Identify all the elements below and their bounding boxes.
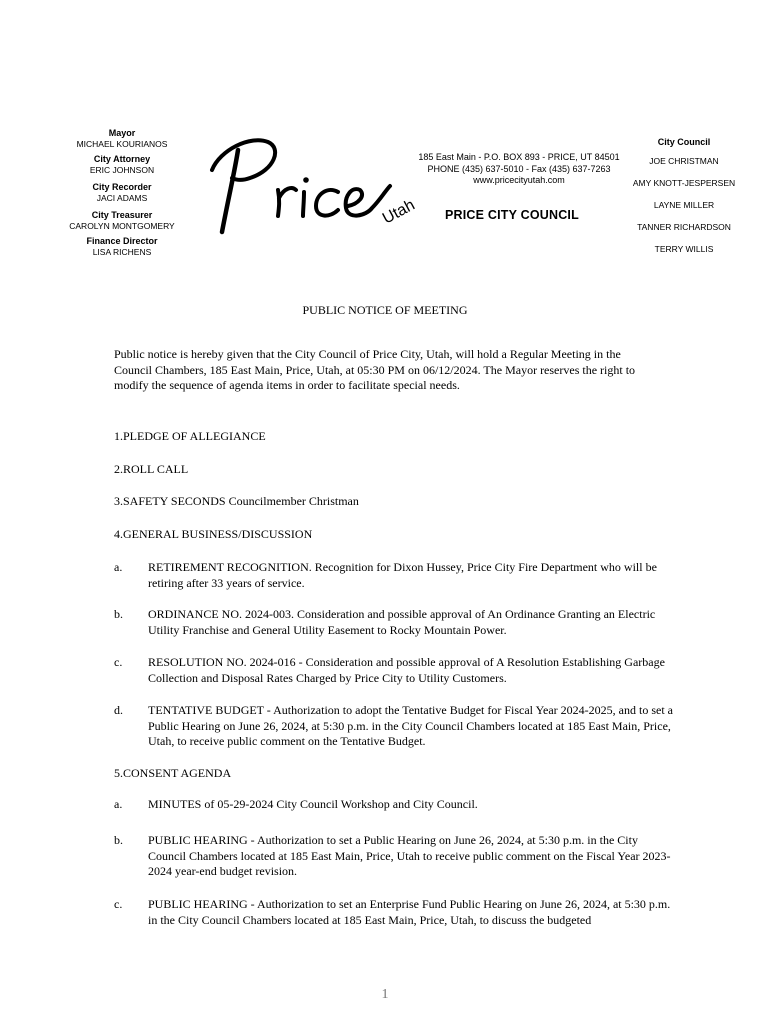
official-role: City Treasurer xyxy=(91,210,153,220)
agenda-heading: 5.CONSENT AGENDA xyxy=(114,766,232,780)
agenda-item xyxy=(114,560,674,591)
price-utah-logo xyxy=(200,130,440,240)
item-letter: a. xyxy=(114,797,123,811)
council-label: City Council xyxy=(657,137,711,147)
council-member: TANNER RICHARDSON xyxy=(637,222,731,232)
item-text: PUBLIC HEARING - Authorization to set a Public Hearing on June 26, 2024, at 5:30 p.m. in the City Council Chambers located at 185 East Main, Price, Utah to receive public comment on the Fiscal Year 2023-2024 year-end budget revision. xyxy=(148,833,671,878)
official-name: CAROLYN MONTGOMERY xyxy=(69,221,175,231)
item-letter: d. xyxy=(114,703,123,717)
official-role: City Attorney xyxy=(93,154,151,164)
official-name: MICHAEL KOURIANOS xyxy=(76,139,168,149)
item-text: ORDINANCE NO. 2024-003. Consideration and possible approval of An Ordinance Granting an Electric Utility Franchise and General Utility Easement to Rocky Mountain Power. xyxy=(148,607,656,637)
item-letter: c. xyxy=(114,655,123,669)
agenda-heading: 4.GENERAL BUSINESS/DISCUSSION xyxy=(114,527,313,541)
official-role: Finance Director xyxy=(86,236,158,246)
agenda-item xyxy=(114,655,674,686)
logo-sub: Utah xyxy=(379,196,418,228)
website-line: www.pricecityutah.com xyxy=(473,175,565,185)
council-member: TERRY WILLIS xyxy=(654,244,714,254)
notice-title: PUBLIC NOTICE OF MEETING xyxy=(302,303,468,317)
item-text: TENTATIVE BUDGET - Authorization to adopt the Tentative Budget for Fiscal Year 2024-2025, and to set a Public Hearing on June 26, 2024, at 5:30 p.m. in the City Council Chambers located at 185 East Main, Price, Utah, to receive public comment on the Tentative Budget. xyxy=(148,703,673,748)
item-letter: c. xyxy=(114,897,123,911)
agenda-heading: 1.PLEDGE OF ALLEGIANCE xyxy=(114,429,266,443)
address-block xyxy=(414,152,624,187)
item-letter: b. xyxy=(114,607,123,621)
intro-paragraph: Public notice is hereby given that the City Council of Price City, Utah, will hold a Regular Meeting in the Council Chambers, 185 East Main, Price, Utah, at 05:30 PM on 06/12/2024. The Mayor reserves the right to modify the sequence of agenda items in order to facilitate special needs. xyxy=(114,347,636,392)
address-line: 185 East Main - P.O. BOX 893 - PRICE, UT 84501 xyxy=(418,152,620,162)
agenda-heading: 2.ROLL CALL xyxy=(114,462,189,476)
agenda-item xyxy=(114,607,674,638)
item-letter: a. xyxy=(114,560,123,574)
item-text: PUBLIC HEARING - Authorization to set an Enterprise Fund Public Hearing on June 26, 2024, at 5:30 p.m. in the City Council Chambers located at 185 East Main, Price, Utah, to discuss the budgeted xyxy=(148,897,671,927)
council-list xyxy=(625,137,743,266)
officials-list xyxy=(60,128,184,264)
item-text: RETIREMENT RECOGNITION. Recognition for Dixon Hussey, Price City Fire Department who will be retiring after 33 years of service. xyxy=(148,560,657,590)
item-letter: b. xyxy=(114,833,123,847)
council-member: JOE CHRISTMAN xyxy=(649,156,719,166)
agenda-item xyxy=(114,897,674,928)
official-role: Mayor xyxy=(108,128,136,138)
official-name: LISA RICHENS xyxy=(92,247,152,257)
item-text: MINUTES of 05-29-2024 City Council Workshop and City Council. xyxy=(148,797,478,811)
phone-line: PHONE (435) 637-5010 - Fax (435) 637-7263 xyxy=(427,163,611,174)
council-member: LAYNE MILLER xyxy=(653,200,715,210)
official-name: ERIC JOHNSON xyxy=(89,165,155,175)
official-role: City Recorder xyxy=(92,182,152,192)
official-name: JACI ADAMS xyxy=(96,193,148,203)
agenda-heading: 3.SAFETY SECONDS Councilmember Christman xyxy=(114,494,359,508)
agenda-item xyxy=(114,833,674,880)
agenda-item xyxy=(114,703,674,750)
council-title: PRICE CITY COUNCIL xyxy=(445,208,579,222)
page-number: 1 xyxy=(381,987,389,1002)
council-member: AMY KNOTT-JESPERSEN xyxy=(632,178,736,188)
item-text: RESOLUTION NO. 2024-016 - Consideration and possible approval of A Resolution Establishing Garbage Collection and Disposal Rates Charged by Price City to Utility Customers. xyxy=(148,655,665,685)
agenda-item xyxy=(114,797,674,813)
